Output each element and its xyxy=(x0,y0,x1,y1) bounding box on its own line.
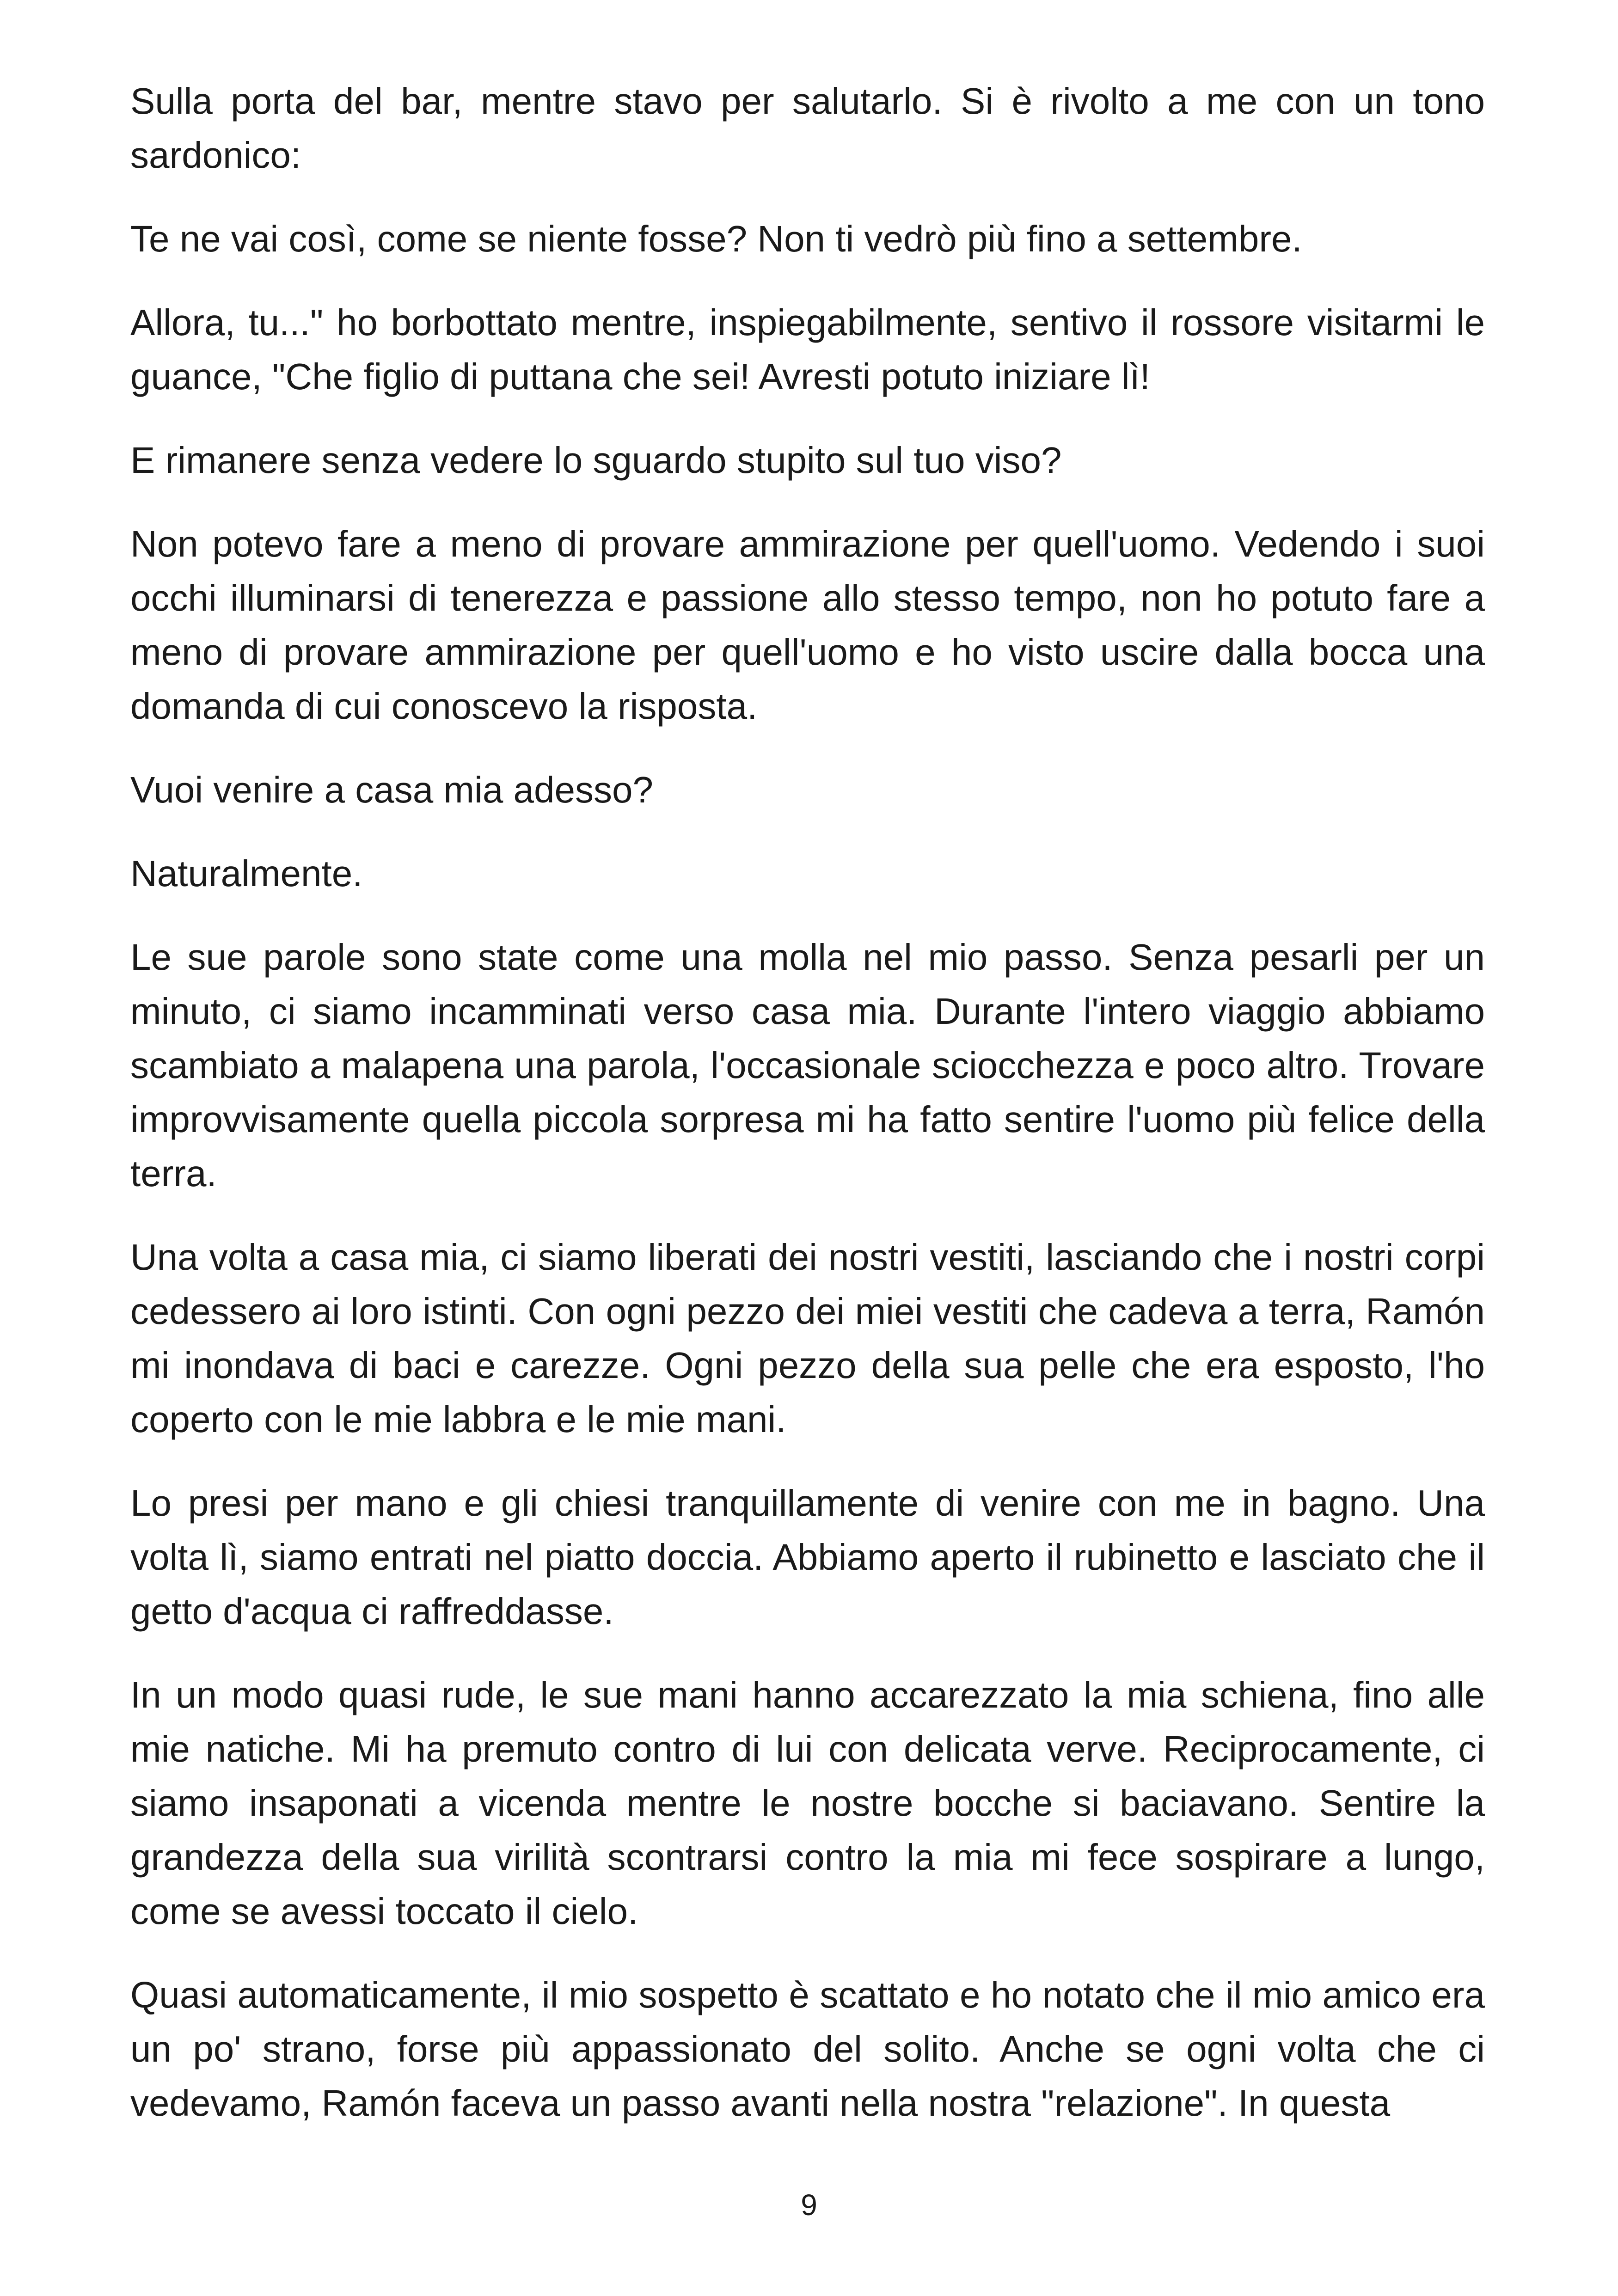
paragraph: Le sue parole sono state come una molla nel mio passo. Senza pesarli per un minuto, ci siamo incamminati verso casa mia. Durante l'intero viaggio abbiamo scambiato a malapena una parola, l'occasionale sciocchezza e poco altro. Trovare improvvisamente quella piccola sorpresa mi ha fatto sentire l'uomo più felice della terra. xyxy=(130,937,1485,1194)
body-text xyxy=(130,74,1485,2160)
paragraph: Una volta a casa mia, ci siamo liberati dei nostri vestiti, lasciando che i nostri corpi cedessero ai loro istinti. Con ogni pezzo dei miei vestiti che cadeva a terra, Ramón mi inondava di baci e carezze. Ogni pezzo della sua pelle che era esposto, l'ho coperto con le mie labbra e le mie mani. xyxy=(130,1237,1485,1440)
paragraph: Quasi automaticamente, il mio sospetto è scattato e ho notato che il mio amico era un po' strano, forse più appassionato del solito. Anche se ogni volta che ci vedevamo, Ramón faceva un passo avanti nella nostra "relazione". In questa xyxy=(130,1974,1485,2124)
paragraph: In un modo quasi rude, le sue mani hanno accarezzato la mia schiena, fino alle mie natiche. Mi ha premuto contro di lui con delicata verve. Reciprocamente, ci siamo insaponati a vicenda mentre le nostre bocche si baciavano. Sentire la grandezza della sua virilità scontrarsi contro la mia mi fece sospirare a lungo, come se avessi toccato il cielo. xyxy=(130,1674,1485,1932)
paragraph: Naturalmente. xyxy=(130,853,363,894)
paragraph: Te ne vai così, come se niente fosse? Non ti vedrò più fino a settembre. xyxy=(130,218,1302,259)
paragraph: Non potevo fare a meno di provare ammirazione per quell'uomo. Vedendo i suoi occhi illuminarsi di tenerezza e passione allo stesso tempo, non ho potuto fare a meno di provare ammirazione per quell'uomo e ho visto uscire dalla bocca una domanda di cui conoscevo la risposta. xyxy=(130,523,1485,727)
paragraph: Allora, tu..." ho borbottato mentre, inspiegabilmente, sentivo il rossore visitarmi le guance, "Che figlio di puttana che sei! Avresti potuto iniziare lì! xyxy=(130,302,1485,397)
paragraph: E rimanere senza vedere lo sguardo stupito sul tuo viso? xyxy=(130,440,1062,481)
paragraph: Lo presi per mano e gli chiesi tranquillamente di venire con me in bagno. Una volta lì, siamo entrati nel piatto doccia. Abbiamo aperto il rubinetto e lasciato che il getto d'acqua ci raffreddasse. xyxy=(130,1482,1485,1632)
page-number: 9 xyxy=(801,2188,817,2222)
paragraph: Sulla porta del bar, mentre stavo per salutarlo. Si è rivolto a me con un tono sardonico: xyxy=(130,80,1485,176)
paragraph: Vuoi venire a casa mia adesso? xyxy=(130,769,654,810)
